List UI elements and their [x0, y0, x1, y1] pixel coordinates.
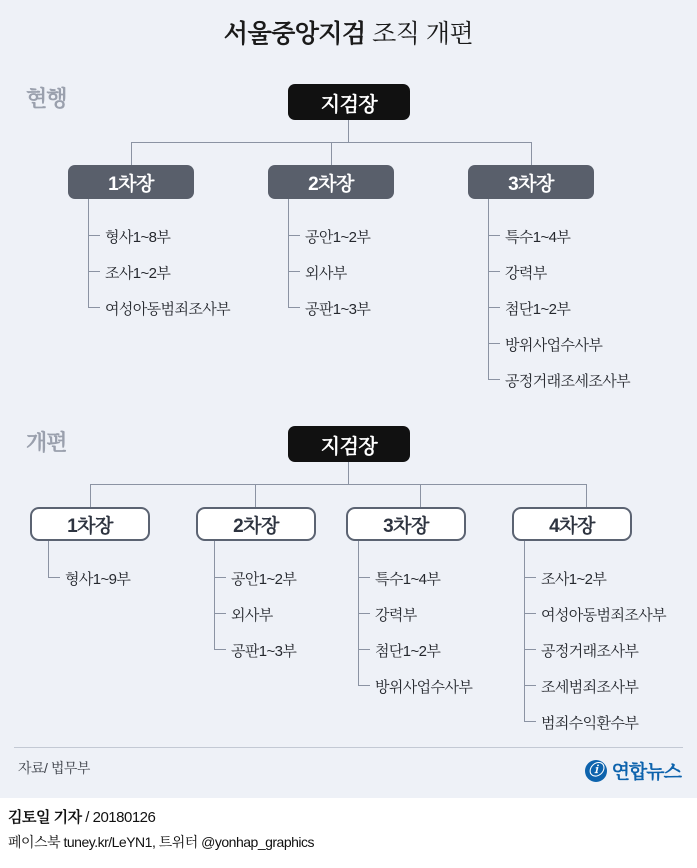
connector-line	[214, 577, 226, 578]
current-branch-2-node: 2차장	[268, 165, 394, 199]
yonhap-logo	[585, 757, 681, 784]
reform-branch-3-item-4: 방위사업수사부	[375, 679, 473, 696]
connector-line	[524, 721, 536, 722]
reform-branch-4-node: 4차장	[512, 507, 632, 541]
reform-branch-3-item-1: 특수1~4부	[375, 571, 441, 588]
connector-line	[90, 484, 91, 507]
connector-line	[90, 484, 586, 485]
reform-branch-4-item-2: 여성아동범죄조사부	[541, 607, 667, 624]
credit-social-line: 페이스북 tuney.kr/LeYN1, 트위터 @yonhap_graphics	[8, 834, 315, 850]
current-branch-1-node: 1차장	[68, 165, 194, 199]
connector-line	[348, 462, 349, 484]
connector-line	[358, 685, 370, 686]
current-branch-2-item-2: 외사부	[305, 265, 347, 282]
connector-line	[524, 577, 536, 578]
connector-line	[488, 307, 500, 308]
connector-line	[88, 235, 100, 236]
reform-branch-1-item-1: 형사1~9부	[65, 571, 131, 588]
connector-line	[531, 142, 532, 165]
credits-block	[8, 806, 697, 852]
current-root-node: 지검장	[288, 84, 410, 120]
current-branch-1-item-3: 여성아동범죄조사부	[105, 301, 231, 318]
reform-branch-2-node: 2차장	[196, 507, 316, 541]
connector-line	[524, 649, 536, 650]
credit-reporter-line	[8, 806, 697, 827]
reform-branch-3-item-3: 첨단1~2부	[375, 643, 441, 660]
reform-branch-4-item-5: 범죄수익환수부	[541, 715, 639, 732]
connector-line	[131, 142, 132, 165]
connector-line	[524, 685, 536, 686]
reform-branch-3-item-2: 강력부	[375, 607, 417, 624]
current-branch-1-item-2: 조사1~2부	[105, 265, 171, 282]
current-branch-3-item-1: 특수1~4부	[505, 229, 571, 246]
title-strong: 서울중앙지검	[223, 20, 366, 48]
connector-line	[358, 649, 370, 650]
yonhap-logo-text: 연합뉴스	[611, 762, 681, 783]
reform-branch-2-item-1: 공안1~2부	[231, 571, 297, 588]
current-branch-3-item-2: 강력부	[505, 265, 547, 282]
connector-line	[488, 379, 500, 380]
reform-branch-3-node: 3차장	[346, 507, 466, 541]
connector-line	[214, 649, 226, 650]
connector-line	[88, 271, 100, 272]
yonhap-logo-icon: ⓘ	[585, 760, 607, 782]
connector-line	[524, 541, 525, 721]
connector-line	[48, 541, 49, 577]
connector-line	[88, 199, 89, 307]
connector-line	[358, 577, 370, 578]
connector-line	[488, 343, 500, 344]
connector-line	[288, 271, 300, 272]
connector-line	[214, 541, 215, 649]
reform-branch-4-item-4: 조세범죄조사부	[541, 679, 639, 696]
connector-line	[255, 484, 256, 507]
current-branch-2-item-1: 공안1~2부	[305, 229, 371, 246]
reform-branch-4-item-1: 조사1~2부	[541, 571, 607, 588]
current-branch-3-node: 3차장	[468, 165, 594, 199]
connector-line	[488, 199, 489, 379]
connector-line	[214, 613, 226, 614]
reform-branch-1-node: 1차장	[30, 507, 150, 541]
connector-line	[48, 577, 60, 578]
current-branch-3-item-3: 첨단1~2부	[505, 301, 571, 318]
connector-line	[288, 235, 300, 236]
connector-line	[524, 613, 536, 614]
current-branch-3-item-4: 방위사업수사부	[505, 337, 603, 354]
current-branch-3-item-5: 공정거래조세조사부	[505, 373, 631, 390]
credit-date: / 20180126	[81, 809, 156, 826]
connector-line	[88, 307, 100, 308]
page-title	[0, 14, 697, 50]
connector-line	[331, 142, 332, 165]
credit-reporter-name: 김토일 기자	[8, 809, 82, 826]
footer-divider	[14, 747, 683, 748]
connector-line	[348, 120, 349, 142]
source-note: 자료/ 법무부	[18, 760, 90, 776]
reform-branch-2-item-3: 공판1~3부	[231, 643, 297, 660]
connector-line	[488, 235, 500, 236]
title-rest: 조직 개편	[365, 20, 474, 48]
reform-branch-4-item-3: 공정거래조사부	[541, 643, 639, 660]
connector-line	[288, 199, 289, 307]
reform-branch-2-item-2: 외사부	[231, 607, 273, 624]
section-label-current: 현행	[26, 86, 67, 111]
connector-line	[488, 271, 500, 272]
connector-line	[288, 307, 300, 308]
current-branch-2-item-3: 공판1~3부	[305, 301, 371, 318]
reform-root-node: 지검장	[288, 426, 410, 462]
section-label-reform: 개편	[26, 430, 67, 455]
connector-line	[420, 484, 421, 507]
current-branch-1-item-1: 형사1~8부	[105, 229, 171, 246]
connector-line	[586, 484, 587, 507]
connector-line	[358, 613, 370, 614]
